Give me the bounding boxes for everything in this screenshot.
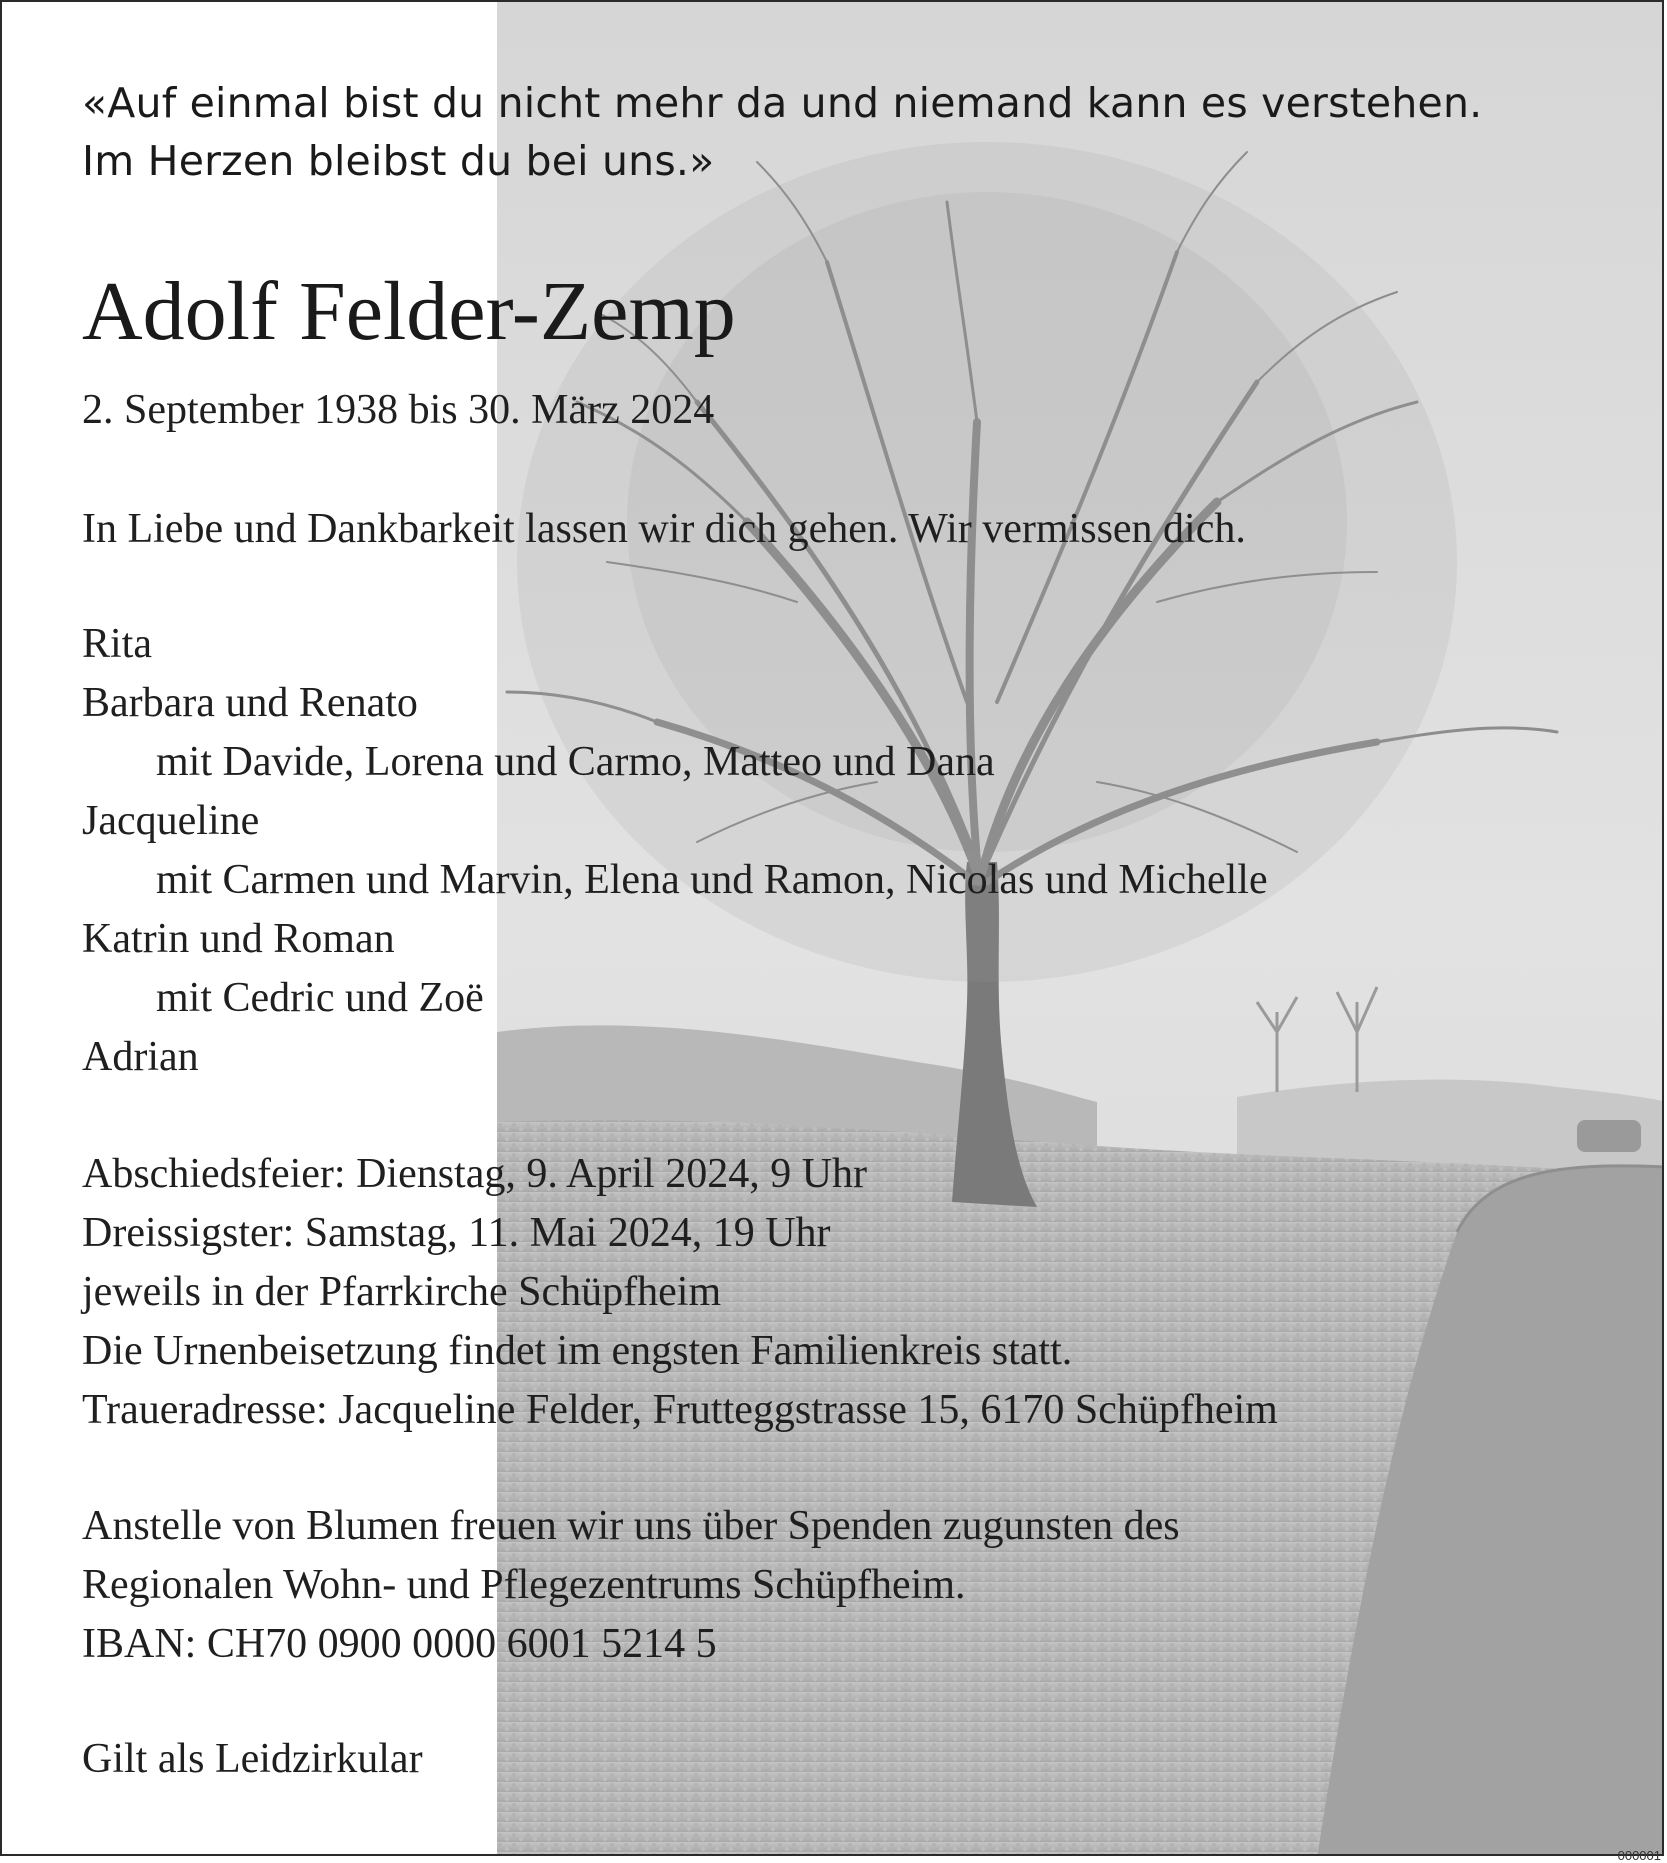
donation-details <box>82 1497 1180 1674</box>
life-dates: 2. September 1938 bis 30. März 2024 <box>82 387 715 433</box>
farewell-line: In Liebe und Dankbarkeit lassen wir dich gehen. Wir vermissen dich. <box>82 506 1246 552</box>
footer-number: 000001 <box>1617 1848 1661 1863</box>
mourner-line: mit Cedric und Zoë <box>156 975 484 1021</box>
mourner-line: Barbara und Renato <box>82 680 418 726</box>
ceremony-details <box>82 1145 1278 1440</box>
mourner-line: Katrin und Roman <box>82 916 395 962</box>
ceremony-line: Dreissigster: Samstag, 11. Mai 2024, 19 Uhr <box>82 1210 831 1256</box>
quote-line-2: Im Herzen bleibst du bei uns.» <box>82 137 715 185</box>
ceremony-line: Die Urnenbeisetzung findet im engsten Familienkreis statt. <box>82 1328 1073 1374</box>
ceremony-line: Abschiedsfeier: Dienstag, 9. April 2024, 9 Uhr <box>82 1151 868 1197</box>
donation-line: Anstelle von Blumen freuen wir uns über Spenden zugunsten des <box>82 1503 1180 1549</box>
closing-note <box>82 1730 423 1789</box>
epitaph-quote <box>82 74 1482 190</box>
mourner-line: mit Carmen und Marvin, Elena und Ramon, Nicolas und Michelle <box>156 857 1268 903</box>
mourners-list <box>82 615 1268 1087</box>
donation-line: Regionalen Wohn- und Pflegezentrums Schüpfheim. <box>82 1562 966 1608</box>
mourner-line: Rita <box>82 621 152 667</box>
farewell-text <box>82 500 1246 559</box>
closing-line: Gilt als Leidzirkular <box>82 1736 423 1782</box>
iban-line: IBAN: CH70 0900 0000 6001 5214 5 <box>82 1621 717 1667</box>
mourner-line: Adrian <box>82 1034 199 1080</box>
quote-line-1: «Auf einmal bist du nicht mehr da und niemand kann es verstehen. <box>82 79 1483 127</box>
ceremony-line: jeweils in der Pfarrkirche Schüpfheim <box>82 1269 722 1315</box>
mourner-line: mit Davide, Lorena und Carmo, Matteo und Dana <box>156 739 995 785</box>
ceremony-line: Traueradresse: Jacqueline Felder, Frutteggstrasse 15, 6170 Schüpfheim <box>82 1387 1278 1433</box>
mourner-line: Jacqueline <box>82 798 260 844</box>
deceased-name: Adolf Felder-Zemp <box>82 265 736 358</box>
